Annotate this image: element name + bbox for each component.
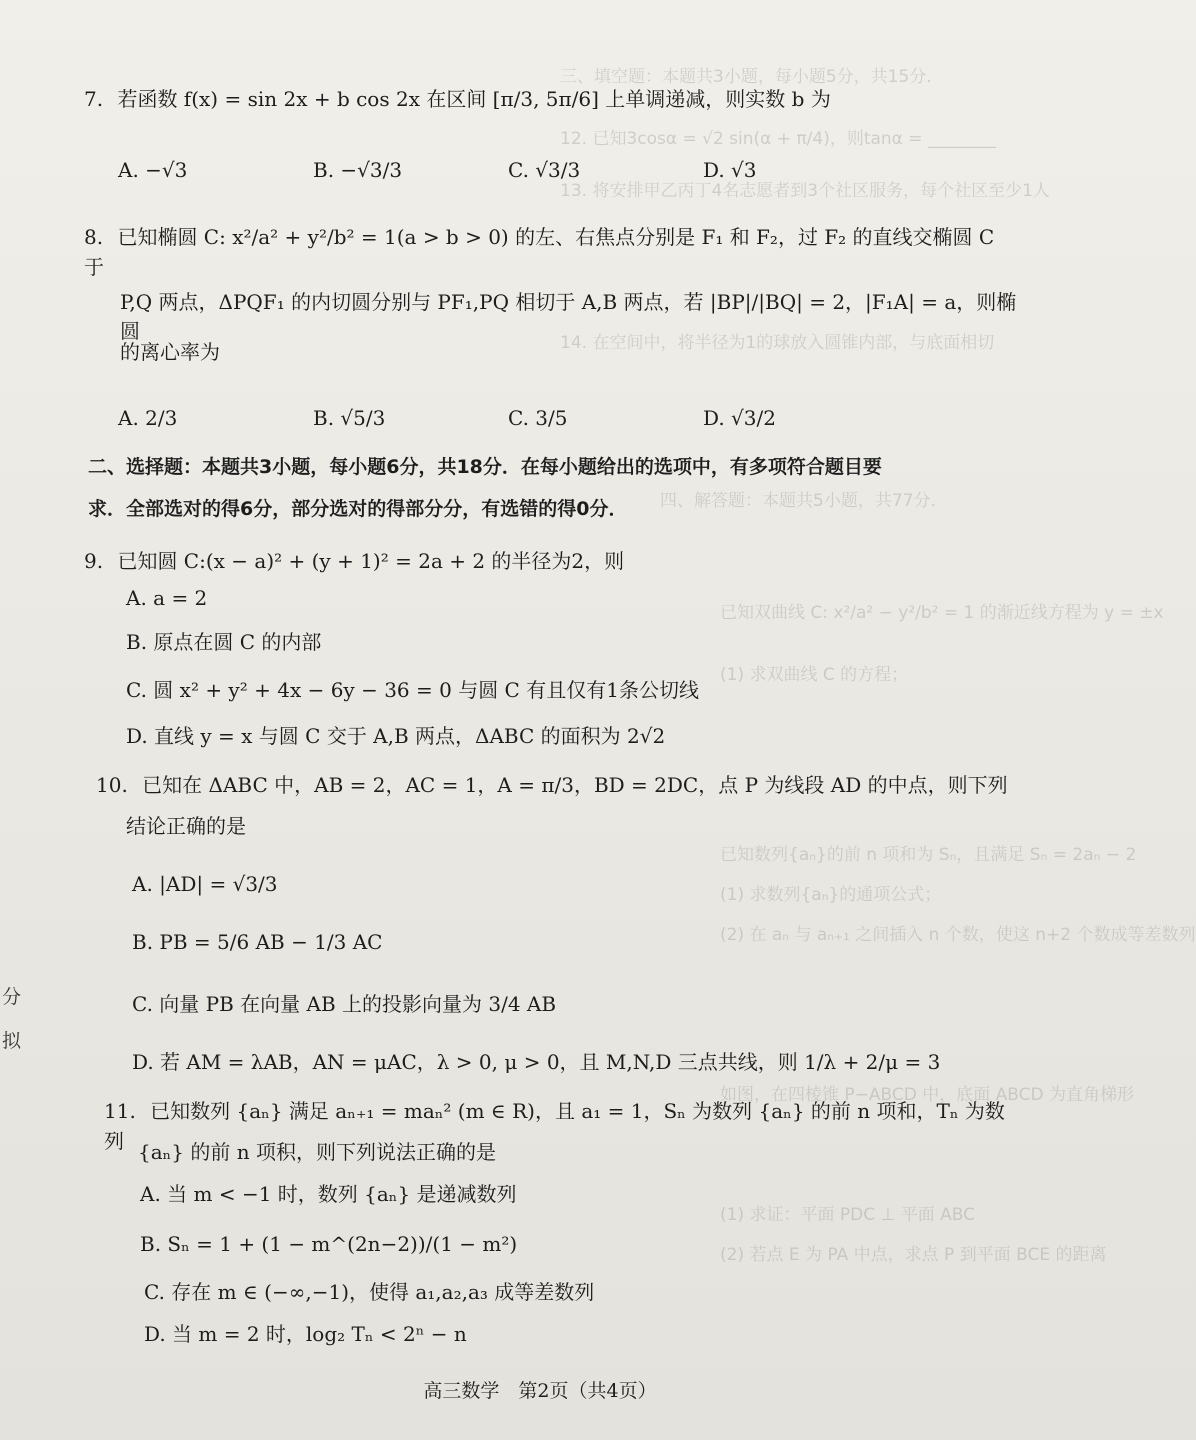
question-10-line-2: 结论正确的是 [126, 814, 246, 838]
question-number: 11. [104, 1099, 136, 1123]
question-number: 9. [84, 549, 104, 573]
page-footer: 高三数学 第2页（共4页） [423, 1380, 657, 1402]
question-8-line-3: 的离心率为 [120, 340, 220, 364]
option-c: C. 圆 x² + y² + 4x − 6y − 36 = 0 与圆 C 有且仅有1条公切线 [126, 678, 699, 702]
question-stem-line-1: 已知数列 {aₙ} 满足 aₙ₊₁ = maₙ² (m ∈ R)，且 a₁ = 1，Sₙ 为数列 {aₙ} 的前 n 项和，Tₙ 为数列 [104, 1099, 1005, 1153]
option-c: C. 存在 m ∈ (−∞,−1)，使得 a₁,a₂,a₃ 成等差数列 [144, 1280, 595, 1304]
question-stem-line-1: 已知在 ΔABC 中，AB = 2，AC = 1，A = π/3，BD = 2DC，点 P 为线段 AD 的中点，则下列 [142, 773, 1008, 797]
option-d: D. 若 AM = λAB，AN = μAC，λ > 0, μ > 0，且 M,N,D 三点共线，则 1/λ + 2/μ = 3 [132, 1050, 941, 1074]
bleed-through: (2) 若点 E 为 PA 中点，求点 P 到平面 BCE 的距离 [720, 1245, 1107, 1265]
bleed-through: 13. 将安排甲乙丙丁4名志愿者到3个社区服务，每个社区至少1人 [560, 181, 1050, 201]
option-c: C. √3/3 [508, 158, 581, 182]
bleed-through: 已知数列{aₙ}的前 n 项和为 Sₙ，且满足 Sₙ = 2aₙ − 2 [720, 845, 1137, 865]
option-d: D. 直线 y = x 与圆 C 交于 A,B 两点，ΔABC 的面积为 2√2 [126, 724, 666, 748]
option-b: B. Sₙ = 1 + (1 − m^(2n−2))/(1 − m²) [140, 1232, 518, 1256]
question-7 [84, 84, 1010, 114]
bleed-through: 三、填空题：本题共3小题，每小题5分，共15分． [560, 67, 944, 87]
option-a: A. |AD| = √3/3 [132, 872, 278, 896]
bleed-through: (1) 求证：平面 PDC ⊥ 平面 ABC [720, 1205, 975, 1225]
bleed-through: 四、解答题：本题共5小题，共77分． [660, 491, 948, 511]
question-8-options [118, 398, 1010, 438]
option-d: D. √3/2 [703, 406, 776, 430]
question-stem: 若函数 f(x) = sin 2x + b cos 2x 在区间 [π/3, 5π/6] 上单调递减，则实数 b 为 [117, 87, 831, 111]
bleed-through: 12. 已知3cosα = √2 sin(α + π/4)，则tanα = ________ [560, 129, 996, 149]
bleed-through: (2) 在 aₙ 与 aₙ₊₁ 之间插入 n 个数，使这 n+2 个数成等差数列 [720, 925, 1196, 945]
question-stem: 已知圆 C:(x − a)² + (y + 1)² = 2a + 2 的半径为2，则 [117, 549, 625, 573]
question-8 [84, 222, 1010, 282]
bleed-through: (1) 求数列{aₙ}的通项公式； [720, 885, 942, 905]
option-a: A. 当 m < −1 时，数列 {aₙ} 是递减数列 [140, 1182, 517, 1206]
margin-mark: 分 [2, 986, 22, 1008]
question-7-options [118, 150, 1010, 190]
bleed-through: 14. 在空间中，将半径为1的球放入圆锥内部，与底面相切 [560, 333, 995, 353]
question-stem-line-1: 已知椭圆 C: x²/a² + y²/b² = 1(a > b > 0) 的左、右焦点分别是 F₁ 和 F₂，过 F₂ 的直线交椭圆 C 于 [84, 225, 995, 279]
option-a: A. a = 2 [126, 586, 208, 610]
option-a: A. −√3 [118, 158, 188, 182]
question-number: 7. [84, 87, 104, 111]
bleed-through: (1) 求双曲线 C 的方程； [720, 665, 909, 685]
question-number: 10. [96, 773, 128, 797]
section-header-line-2: 求．全部选对的得6分，部分选对的得部分分，有选错的得0分． [88, 498, 628, 520]
question-9 [84, 546, 1010, 576]
option-b: B. √5/3 [313, 406, 386, 430]
option-c: C. 向量 PB 在向量 AB 上的投影向量为 3/4 AB [132, 992, 557, 1016]
question-8-line-2: P,Q 两点，ΔPQF₁ 的内切圆分别与 PF₁,PQ 相切于 A,B 两点，若 |BP|/|BQ| = 2，|F₁A| = a，则椭圆 [120, 290, 1017, 343]
option-d: D. √3 [703, 158, 757, 182]
option-d: D. 当 m = 2 时，log₂ Tₙ < 2ⁿ − n [144, 1322, 467, 1346]
margin-mark: 拟 [2, 1030, 22, 1052]
bleed-through: 如图，在四棱锥 P−ABCD 中，底面 ABCD 为直角梯形 [720, 1085, 1135, 1105]
question-10 [96, 770, 1010, 800]
option-b: B. 原点在圆 C 的内部 [126, 630, 322, 654]
option-b: B. −√3/3 [313, 158, 403, 182]
option-b: B. PB = 5/6 AB − 1/3 AC [132, 930, 383, 954]
question-number: 8. [84, 225, 104, 249]
bleed-through: 已知双曲线 C: x²/a² − y²/b² = 1 的渐近线方程为 y = ±x [720, 603, 1164, 623]
option-c: C. 3/5 [508, 406, 568, 430]
option-a: A. 2/3 [118, 406, 178, 430]
section-header-line-1: 二、选择题：本题共3小题，每小题6分，共18分．在每小题给出的选项中，有多项符合题目要 [88, 456, 882, 478]
question-11-line-2: {aₙ} 的前 n 项积，则下列说法正确的是 [138, 1140, 496, 1164]
